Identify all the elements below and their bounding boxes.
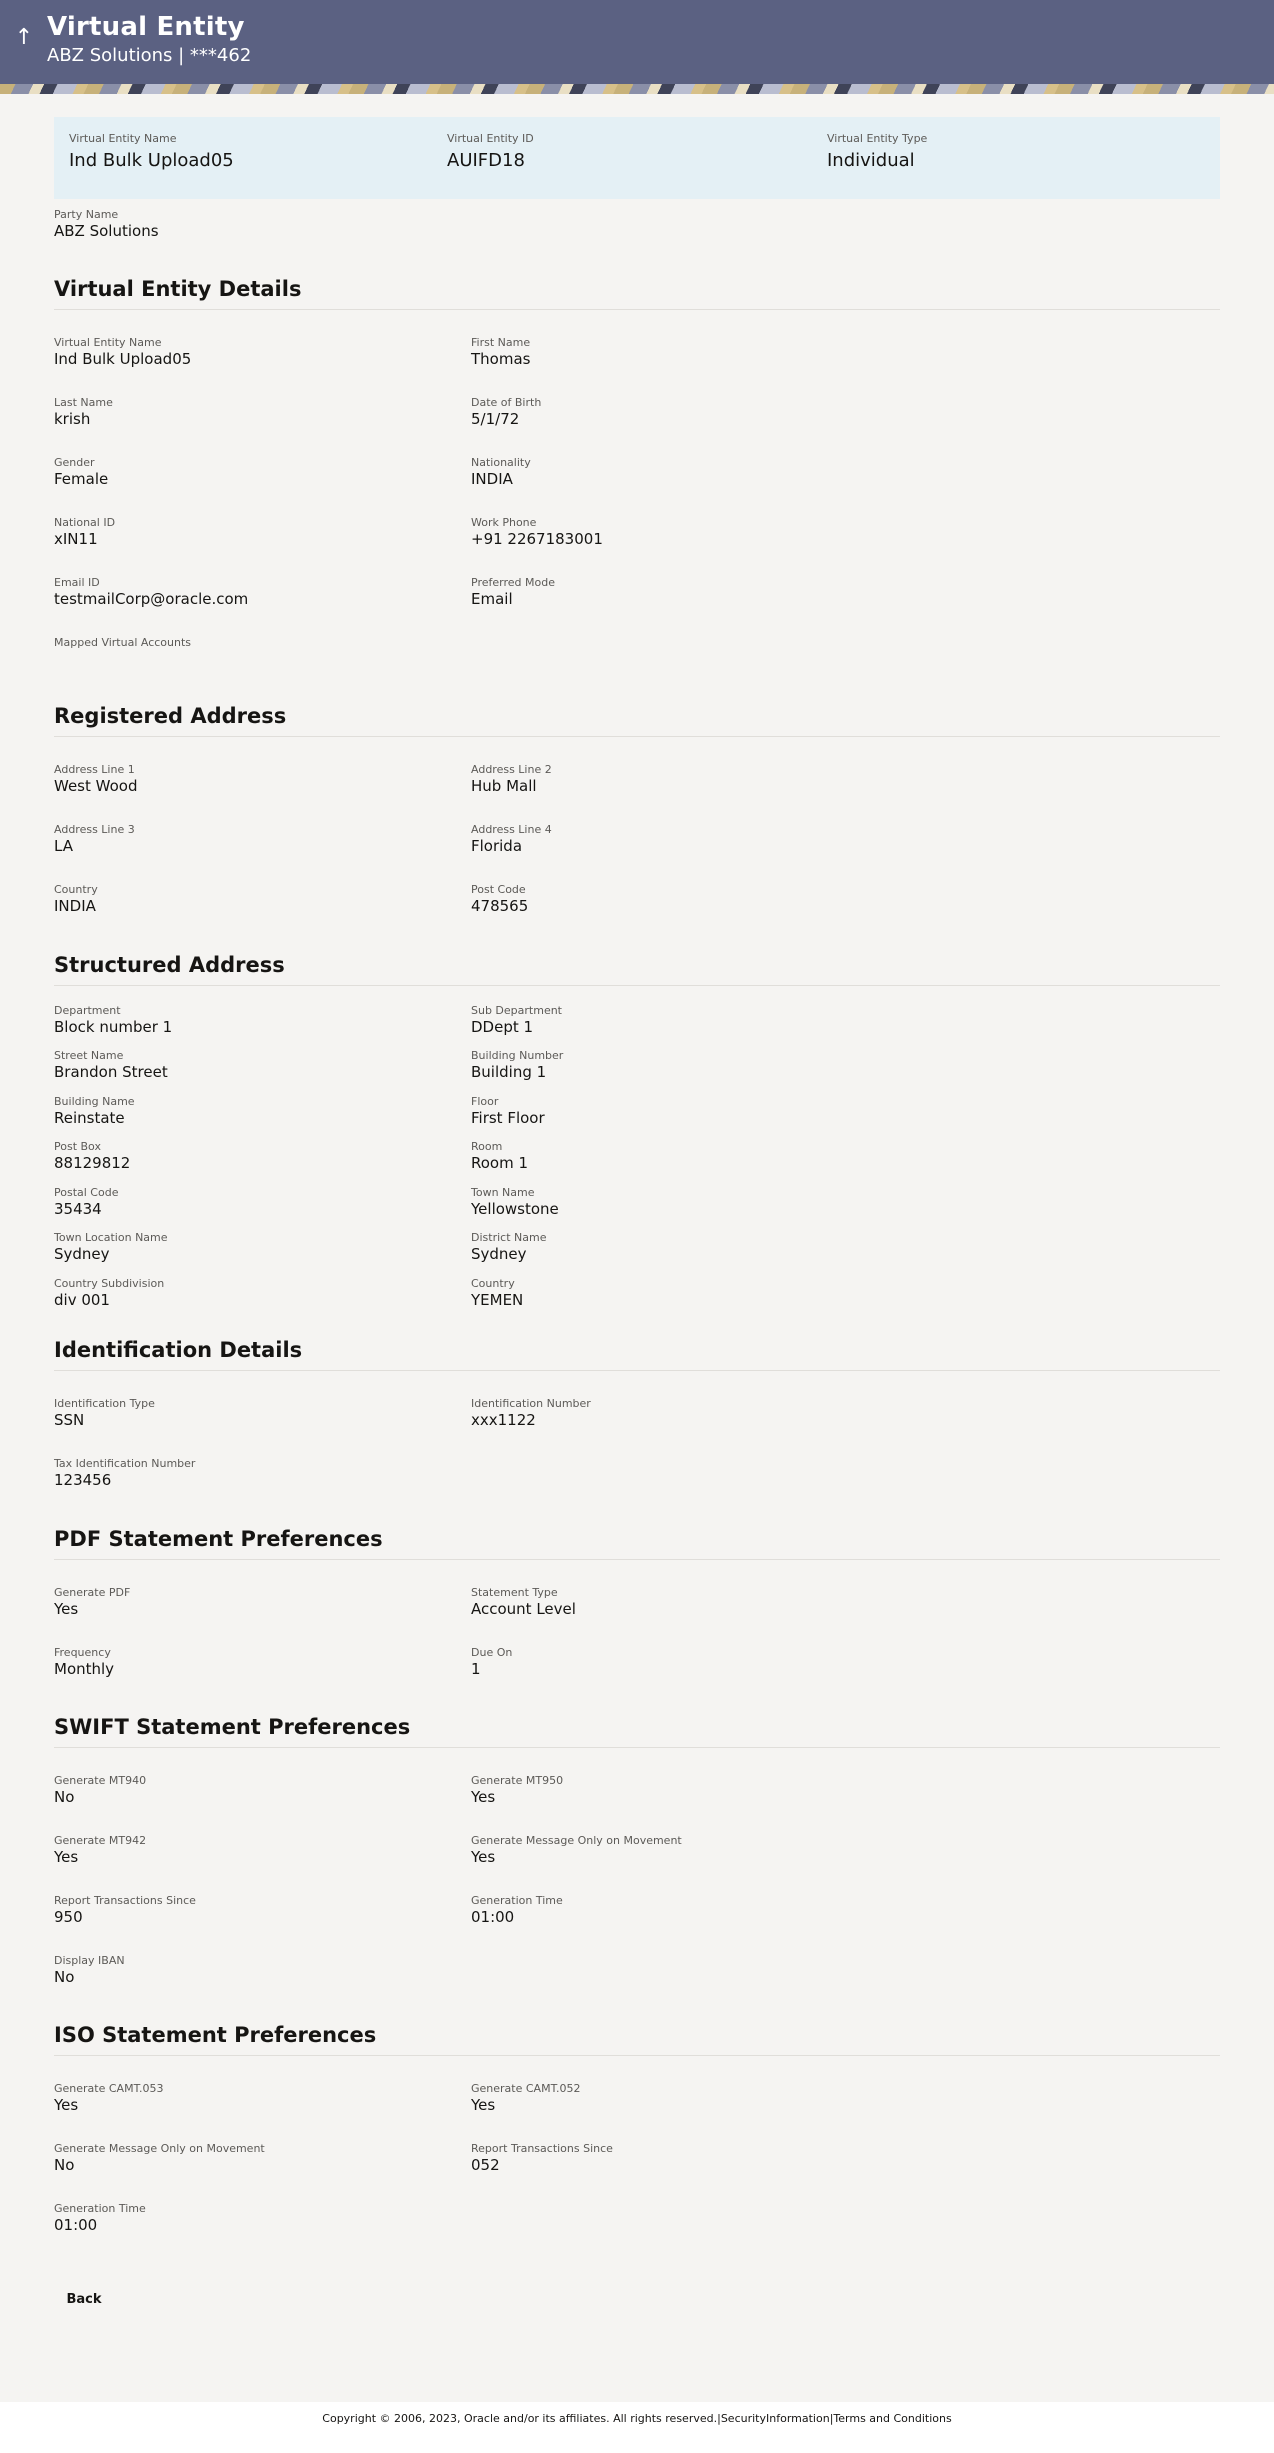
field-first-name: [471, 336, 530, 369]
field-value: First Floor: [471, 1109, 545, 1127]
field-label: National ID: [54, 516, 116, 529]
field-value: INDIA: [471, 470, 513, 488]
field-value: 5/1/72: [471, 410, 520, 428]
field-value: Account Level: [471, 1600, 576, 1618]
field-label: Post Code: [471, 883, 526, 896]
field-label: Post Box: [54, 1140, 101, 1153]
field-label: Floor: [471, 1095, 499, 1108]
field-value: 052: [471, 2156, 500, 2174]
field-label: Mapped Virtual Accounts: [54, 636, 192, 649]
field-label: Sub Department: [471, 1004, 562, 1017]
field-value: krish: [54, 410, 91, 428]
field-value: Yes: [471, 1788, 496, 1806]
field-due-on: [471, 1646, 512, 1679]
section-title-identification-details: Identification Details: [54, 1338, 1220, 1371]
field-value: SSN: [54, 1411, 85, 1429]
field-value: +91 2267183001: [471, 530, 603, 548]
field-swift-message-only-on-movement: [471, 1834, 682, 1867]
field-room: [471, 1140, 528, 1173]
field-value: 35434: [54, 1200, 102, 1218]
field-mapped-virtual-accounts: [54, 636, 191, 650]
field-value: Yes: [54, 1848, 79, 1866]
header-banner-pattern: [0, 84, 1274, 94]
field-label: Generation Time: [54, 2202, 146, 2215]
field-label: Generate Message Only on Movement: [471, 1834, 682, 1847]
field-value: Sydney: [54, 1245, 110, 1263]
summary-entity-type: [827, 132, 927, 170]
field-nationality: [471, 456, 531, 489]
page-title: Virtual Entity: [47, 12, 245, 42]
field-label: Generate CAMT.052: [471, 2082, 581, 2095]
field-label: Preferred Mode: [471, 576, 555, 589]
field-date-of-birth: [471, 396, 541, 429]
field-label: Generation Time: [471, 1894, 563, 1907]
field-address-line-4: [471, 823, 552, 856]
field-value: Building 1: [471, 1063, 547, 1081]
field-label: District Name: [471, 1231, 547, 1244]
field-postal-code: [54, 1186, 118, 1219]
field-gender: [54, 456, 108, 489]
field-value: ABZ Solutions: [54, 222, 159, 240]
footer-separator: |: [717, 2412, 721, 2425]
field-value: Email: [471, 590, 513, 608]
field-label: Report Transactions Since: [471, 2142, 613, 2155]
field-value: Room 1: [471, 1154, 529, 1172]
field-frequency: [54, 1646, 114, 1679]
section-title-swift-statement-preferences: SWIFT Statement Preferences: [54, 1715, 1220, 1748]
field-value: div 001: [54, 1291, 110, 1309]
field-statement-type: [471, 1586, 576, 1619]
field-label: Frequency: [54, 1646, 111, 1659]
field-value: Yes: [54, 1600, 79, 1618]
field-label: Country Subdivision: [54, 1277, 165, 1290]
field-generate-camt053: [54, 2082, 163, 2115]
field-label: Gender: [54, 456, 95, 469]
summary-label: Virtual Entity Name: [69, 132, 177, 145]
field-value: YEMEN: [471, 1291, 524, 1309]
field-value: Yes: [471, 2096, 496, 2114]
party-name-field: [54, 208, 159, 241]
field-value: Reinstate: [54, 1109, 125, 1127]
field-address-line-2: [471, 763, 552, 796]
summary-entity-name: [69, 132, 234, 170]
field-value: Brandon Street: [54, 1063, 168, 1081]
field-value: 01:00: [54, 2216, 98, 2234]
field-value: INDIA: [54, 897, 96, 915]
field-label: Generate MT942: [54, 1834, 147, 1847]
summary-label: Virtual Entity ID: [447, 132, 534, 145]
section-title-pdf-statement-preferences: PDF Statement Preferences: [54, 1527, 1220, 1560]
field-country-subdivision: [54, 1277, 164, 1310]
field-address-line-1: [54, 763, 137, 796]
field-value: No: [54, 1788, 75, 1806]
field-country: [54, 883, 98, 916]
field-label: Generate MT940: [54, 1774, 147, 1787]
field-value: 950: [54, 1908, 83, 1926]
summary-value: AUIFD18: [447, 150, 525, 171]
field-label: Due On: [471, 1646, 513, 1659]
field-value: Yes: [471, 1848, 496, 1866]
field-value: xxx1122: [471, 1411, 536, 1429]
footer-separator: |: [829, 2412, 834, 2425]
field-label: Date of Birth: [471, 396, 542, 409]
field-building-number: [471, 1049, 563, 1082]
field-value: No: [54, 1968, 75, 1986]
field-label: Identification Type: [54, 1397, 155, 1410]
field-label: Town Name: [471, 1186, 535, 1199]
field-label: Postal Code: [54, 1186, 119, 1199]
field-structured-country: [471, 1277, 523, 1310]
page-header: [0, 0, 1274, 84]
field-sub-department: [471, 1004, 562, 1037]
field-label: Generate PDF: [54, 1586, 131, 1599]
field-email-id: [54, 576, 248, 609]
field-identification-type: [54, 1397, 155, 1430]
field-value: Female: [54, 470, 109, 488]
field-post-box: [54, 1140, 130, 1173]
field-work-phone: [471, 516, 603, 549]
field-label: Tax Identification Number: [54, 1457, 196, 1470]
field-label: Department: [54, 1004, 121, 1017]
field-value: 123456: [54, 1471, 112, 1489]
field-district-name: [471, 1231, 546, 1264]
field-generate-pdf: [54, 1586, 130, 1619]
field-generate-mt950: [471, 1774, 563, 1807]
field-value: Hub Mall: [471, 777, 537, 795]
field-label: Address Line 1: [54, 763, 135, 776]
summary-label: Virtual Entity Type: [827, 132, 928, 145]
field-label: Address Line 4: [471, 823, 552, 836]
field-iso-generation-time: [54, 2202, 146, 2235]
field-iso-message-only-on-movement: [54, 2142, 265, 2175]
field-value: Yes: [54, 2096, 79, 2114]
field-tax-identification-number: [54, 1457, 195, 1490]
section-title-virtual-entity-details: Virtual Entity Details: [54, 277, 1220, 310]
field-value: Block number 1: [54, 1018, 173, 1036]
field-label: Generate MT950: [471, 1774, 564, 1787]
field-street-name: [54, 1049, 168, 1082]
field-value: Monthly: [54, 1660, 115, 1678]
field-value: Sydney: [471, 1245, 527, 1263]
field-value: Yellowstone: [471, 1200, 559, 1218]
field-swift-generation-time: [471, 1894, 563, 1927]
field-generate-camt052: [471, 2082, 580, 2115]
field-label: Town Location Name: [54, 1231, 168, 1244]
field-virtual-entity-name: [54, 336, 191, 369]
field-label: Address Line 2: [471, 763, 552, 776]
field-value: 88129812: [54, 1154, 131, 1172]
field-label: Generate CAMT.053: [54, 2082, 164, 2095]
field-value: No: [54, 2156, 75, 2174]
field-label: Report Transactions Since: [54, 1894, 196, 1907]
field-identification-number: [471, 1397, 591, 1430]
field-town-location-name: [54, 1231, 168, 1264]
field-label: Address Line 3: [54, 823, 135, 836]
field-label: Room: [471, 1140, 503, 1153]
field-swift-report-transactions-since: [54, 1894, 196, 1927]
footer-copyright: Copyright © 2006, 2023, Oracle and/or its affiliates. All rights reserved.: [322, 2412, 718, 2425]
field-label: Statement Type: [471, 1586, 558, 1599]
field-floor: [471, 1095, 545, 1128]
field-address-line-3: [54, 823, 135, 856]
field-label: Country: [54, 883, 98, 896]
field-national-id: [54, 516, 115, 549]
field-department: [54, 1004, 172, 1037]
field-value: Florida: [471, 837, 523, 855]
field-label: Generate Message Only on Movement: [54, 2142, 265, 2155]
field-label: Building Number: [471, 1049, 564, 1062]
field-post-code: [471, 883, 528, 916]
back-button[interactable]: Back: [54, 2286, 114, 2314]
field-last-name: [54, 396, 113, 429]
footer-terms-link[interactable]: Terms and Conditions: [833, 2412, 952, 2425]
field-label: Building Name: [54, 1095, 135, 1108]
field-label: Country: [471, 1277, 515, 1290]
page-footer: [0, 2402, 1274, 2453]
section-title-iso-statement-preferences: ISO Statement Preferences: [54, 2023, 1220, 2056]
summary-card: [54, 117, 1220, 199]
field-label: First Name: [471, 336, 531, 349]
field-iso-report-transactions-since: [471, 2142, 613, 2175]
field-label: Identification Number: [471, 1397, 591, 1410]
field-value: Thomas: [471, 350, 531, 368]
field-value: Ind Bulk Upload05: [54, 350, 192, 368]
summary-value: Ind Bulk Upload05: [69, 150, 234, 171]
field-value: West Wood: [54, 777, 138, 795]
field-value: 01:00: [471, 1908, 515, 1926]
field-value: 478565: [471, 897, 529, 915]
summary-entity-id: [447, 132, 534, 170]
page-subtitle: ABZ Solutions | ***462: [47, 45, 252, 66]
field-label: Email ID: [54, 576, 100, 589]
field-town-name: [471, 1186, 559, 1219]
field-label: Last Name: [54, 396, 113, 409]
summary-value: Individual: [827, 150, 915, 171]
field-label: Nationality: [471, 456, 531, 469]
field-building-name: [54, 1095, 135, 1128]
field-display-iban: [54, 1954, 125, 1987]
section-title-registered-address: Registered Address: [54, 704, 1220, 737]
field-value: xIN11: [54, 530, 98, 548]
field-value: LA: [54, 837, 73, 855]
back-arrow-icon[interactable]: ↑: [14, 25, 34, 50]
field-value: DDept 1: [471, 1018, 534, 1036]
field-preferred-mode: [471, 576, 555, 609]
field-generate-mt940: [54, 1774, 146, 1807]
section-title-structured-address: Structured Address: [54, 953, 1220, 986]
field-value: 1: [471, 1660, 481, 1678]
field-label: Work Phone: [471, 516, 537, 529]
field-label: Display IBAN: [54, 1954, 125, 1967]
footer-security-link[interactable]: SecurityInformation: [720, 2412, 830, 2425]
field-generate-mt942: [54, 1834, 146, 1867]
field-value: testmailCorp@oracle.com: [54, 590, 249, 608]
field-label: Street Name: [54, 1049, 124, 1062]
field-label: Virtual Entity Name: [54, 336, 162, 349]
field-label: Party Name: [54, 208, 119, 221]
